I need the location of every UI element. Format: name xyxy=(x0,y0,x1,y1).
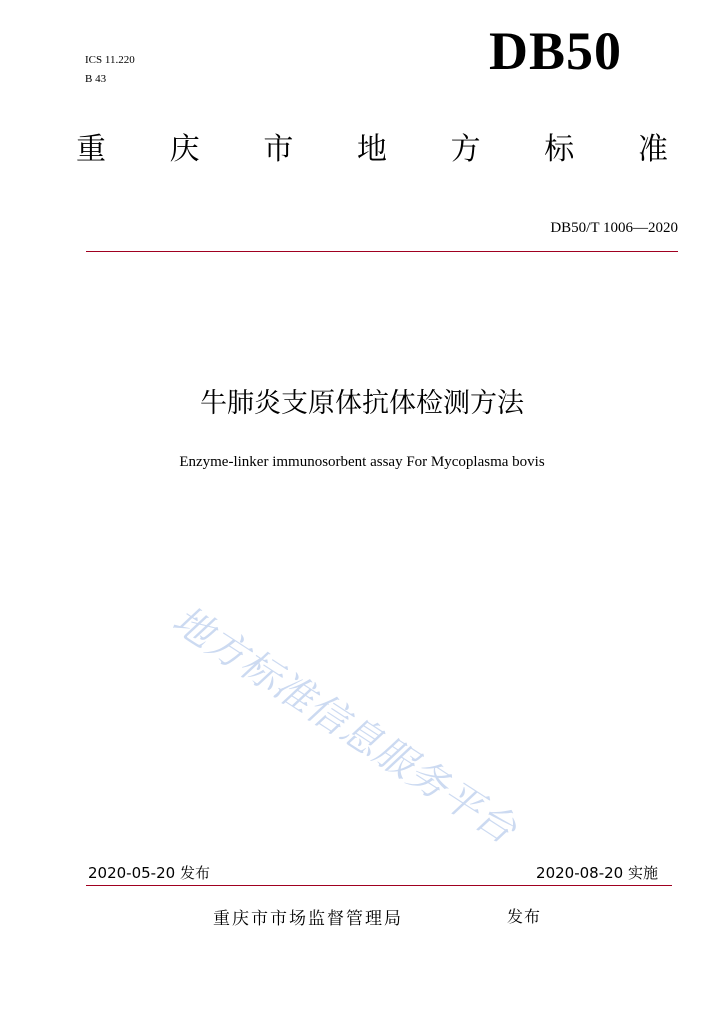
implementation-date: 2020-08-20 实施 xyxy=(536,864,658,882)
standard-type-char: 方 xyxy=(450,132,481,167)
standard-code: DB50/T 1006—2020 xyxy=(550,220,678,236)
standard-type-char: 地 xyxy=(356,132,387,167)
watermark: 地方标准信息服务平台 xyxy=(164,597,525,854)
classification-code: B 43 xyxy=(85,73,107,85)
standard-type-char: 准 xyxy=(637,132,668,167)
issuing-authority: 重庆市市场监督管理局 xyxy=(213,909,403,929)
document-title-english: Enzyme-linker immunosorbent assay For Mycoplasma bovis xyxy=(179,454,545,470)
standard-type-heading xyxy=(76,128,668,172)
standard-type-char: 标 xyxy=(544,132,575,167)
issuing-label: 发布 xyxy=(507,907,542,926)
bottom-divider xyxy=(86,885,672,886)
document-title-chinese: 牛肺炎支原体抗体检测方法 xyxy=(200,388,524,419)
db50-logo: DB50 xyxy=(489,21,623,81)
issue-date: 2020-05-20 发布 xyxy=(88,864,210,882)
ics-number: ICS 11.220 xyxy=(85,54,135,66)
standard-type-char: 庆 xyxy=(169,132,200,167)
standard-type-char: 市 xyxy=(263,132,294,167)
standard-type-char: 重 xyxy=(76,132,106,167)
top-divider xyxy=(86,251,678,252)
